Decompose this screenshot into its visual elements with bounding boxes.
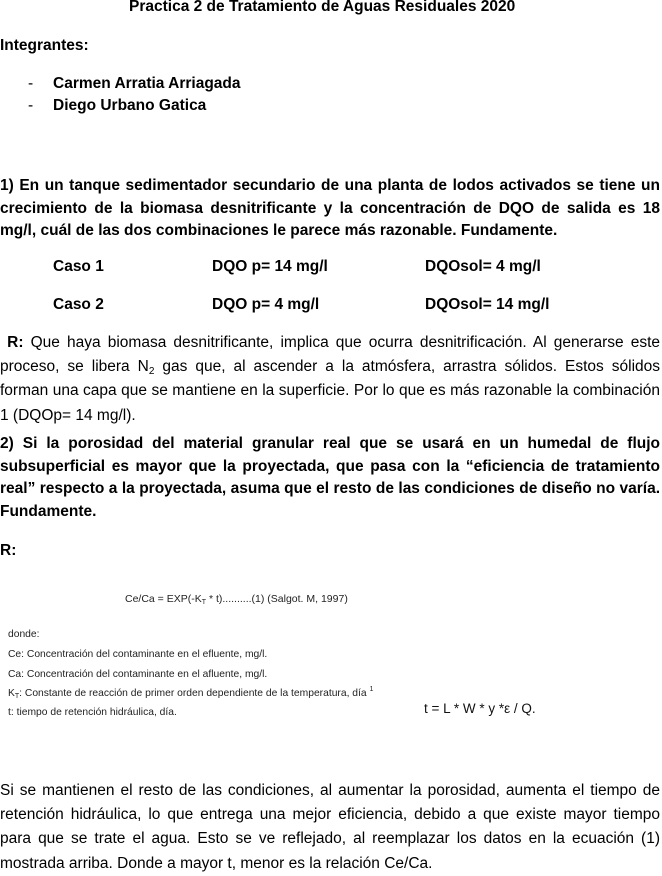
legend-t: t: tiempo de retención hidráulica, día. (8, 707, 177, 718)
equation-1: $Ce/Ca = EXP(-K_T * t)..........(1)$ (Salgot. M, 1997) (125, 593, 348, 606)
legend-title: donde: (8, 629, 40, 640)
member-name: Carmen Arratia Arriagada (53, 75, 241, 92)
case-label: Caso 2 (53, 296, 104, 313)
legend-kt: $K_T$: Constante de reacción de primer orden dependiente de la temperatura, día $^1$ (8, 686, 374, 700)
document-title: Practica 2 de Tratamiento de Aguas Residuales 2020 (129, 0, 516, 15)
legend-ce: Ce: Concentración del contaminante en el efluente, mg/l. (8, 649, 268, 660)
answer-1: R: Que haya biomasa desnitrificante, implica que ocurra desnitrificación. Al generarse este proceso, se libera $N_2$ gas que, al ascender a la atmósfera, arrastra sólidos. Estos sólidos forman una capa que se mantiene en la superficie. Por lo que es más razonable la combinación 1 (DQOp= 14 mg/l). (0, 334, 661, 424)
case-dqo-sol: DQOsol= 4 mg/l (425, 258, 541, 275)
conclusion-paragraph: Si se mantienen el resto de las condiciones, al aumentar la porosidad, aumenta el tiempo de retención hidráulica, lo que entrega una mejor eficiencia, debido a que existe mayor tiempo para que se trate el agua. Esto se ve reflejado, al reemplazar los datos en la ecuación (1) mostrada arriba. Donde a mayor t, menor es la relación Ce/Ca. (0, 782, 660, 872)
case-dqo-sol: DQOsol= 14 mg/l (425, 296, 550, 313)
answer-label: R: (7, 334, 24, 351)
integrantes-label: Integrantes: (0, 37, 89, 54)
case-label: Caso 1 (53, 258, 104, 275)
answer-label: R: (0, 542, 17, 559)
formula-retention-time: t = L * W * y *ε / Q. (424, 701, 536, 716)
case-dqo-p: DQO p= 4 mg/l (212, 296, 320, 313)
legend-ca: Ca: Concentración del contaminante en el afluente, mg/l. (8, 669, 268, 680)
bullet-dash: - (28, 97, 34, 114)
question-2: 2) Si la porosidad del material granular real que se usará en un humedal de flujo subsuperficial es mayor que la proyectada, que pasa con la “eficiencia de tratamiento real” respecto a la proyectada, asuma que el resto de las condiciones de diseño no varía. Fundamente. (0, 435, 660, 520)
case-dqo-p: DQO p= 14 mg/l (212, 258, 328, 275)
bullet-dash: - (28, 75, 34, 92)
member-name: Diego Urbano Gatica (53, 97, 207, 114)
question-1: 1) En un tanque sedimentador secundario de una planta de lodos activados se tiene un crecimiento de la biomasa desnitrificante y la concentración de DQO de salida es 18 mg/l, cuál de las dos combinaciones le parece más razonable. Fundamente. (0, 177, 660, 239)
